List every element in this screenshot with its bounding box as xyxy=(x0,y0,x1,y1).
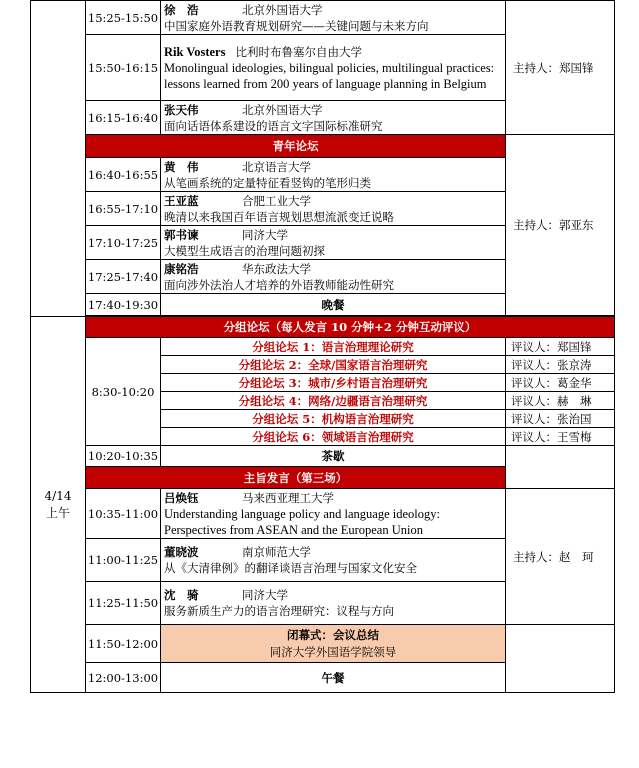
speaker-name: 康铭浩 xyxy=(164,261,199,276)
time-cell: 16:15-16:40 xyxy=(86,101,161,135)
speaker-name: 张天伟 xyxy=(164,102,199,117)
talk-cell xyxy=(161,1,506,35)
moderator-cell: 主持人：郑国锋 xyxy=(506,1,615,135)
group-forum-row xyxy=(31,338,615,356)
talk-row xyxy=(31,489,615,539)
talk-cell xyxy=(161,582,506,625)
talk-title: 晚清以来我国百年语言规划思想流派变迁说略 xyxy=(164,209,394,224)
time-cell: 10:20-10:35 xyxy=(86,446,161,467)
section-header-row xyxy=(31,135,615,158)
meal-row xyxy=(31,446,615,467)
time-cell: 17:40-19:30 xyxy=(86,294,161,316)
talk-title: 面向话语体系建设的语言文字国际标准研究 xyxy=(164,118,383,133)
speaker-affiliation: 同济大学 xyxy=(242,227,288,242)
talk-cell xyxy=(161,539,506,582)
talk-cell xyxy=(161,35,506,101)
time-cell: 11:50-12:00 xyxy=(86,625,161,663)
moderator-cell: 主持人：赵 珂 xyxy=(506,489,615,625)
speaker-affiliation: 南京师范大学 xyxy=(242,545,311,559)
period-label: 上午 xyxy=(45,505,70,520)
moderator-cell: 主持人：郭亚东 xyxy=(506,135,615,316)
speaker-affiliation: 华东政法大学 xyxy=(242,261,311,276)
empty-cell xyxy=(506,446,615,489)
speaker-name: 徐 浩 xyxy=(164,2,199,17)
section-heading: 主旨发言（第三场） xyxy=(86,467,506,489)
speaker-affiliation: 同济大学 xyxy=(242,588,288,602)
talk-title: 中国家庭外语教育规划研究——关键问题与未来方向 xyxy=(164,18,429,33)
reviewer-cell: 评议人：葛金华 xyxy=(506,374,615,392)
time-cell: 16:55-17:10 xyxy=(86,192,161,226)
speaker-name: 董晓波 xyxy=(164,545,199,559)
date-label: 4/14 xyxy=(44,488,72,503)
talk-cell xyxy=(161,489,506,539)
time-cell: 17:25-17:40 xyxy=(86,260,161,294)
group-forum-label: 分组论坛 2：全球/国家语言治理研究 xyxy=(161,356,506,374)
talk-cell xyxy=(161,260,506,294)
talk-title: 面向涉外法治人才培养的外语教师能动性研究 xyxy=(164,277,394,292)
speaker-affiliation: 北京外国语大学 xyxy=(242,2,323,17)
closing-title: 闭幕式：会议总结 xyxy=(287,627,379,642)
date-cell-day2 xyxy=(31,317,86,693)
closing-subtitle: 同济大学外国语学院领导 xyxy=(269,644,397,659)
speaker-name: Rik Vosters xyxy=(164,44,226,59)
talk-cell xyxy=(161,158,506,192)
speaker-affiliation: 比利时布鲁塞尔自由大学 xyxy=(235,44,362,59)
talk-title: Monolingual ideologies, bilingual policies, multilingual practices: lessons learned from 200 years of language planning in Belgium xyxy=(164,60,495,91)
empty-cell xyxy=(506,625,615,693)
talk-cell xyxy=(161,226,506,260)
talk-title: 服务新质生产力的语言治理研究：议程与方向 xyxy=(164,604,394,618)
section-heading: 分组论坛（每人发言 10 分钟+2 分钟互动评议） xyxy=(86,317,615,338)
schedule-table xyxy=(30,0,615,693)
time-cell: 12:00-13:00 xyxy=(86,663,161,693)
speaker-name: 郭书谏 xyxy=(164,227,199,242)
section-header-row xyxy=(31,317,615,338)
speaker-name: 王亚蓝 xyxy=(164,193,199,208)
time-cell: 8:30-10:20 xyxy=(86,338,161,446)
talk-cell xyxy=(161,192,506,226)
group-forum-label: 分组论坛 6：领域语言治理研究 xyxy=(161,428,506,446)
reviewer-cell: 评议人：张治国 xyxy=(506,410,615,428)
talk-cell xyxy=(161,101,506,135)
group-forum-label: 分组论坛 4：网络/边疆语言治理研究 xyxy=(161,392,506,410)
reviewer-cell: 评议人：王雪梅 xyxy=(506,428,615,446)
speaker-name: 沈 骑 xyxy=(164,588,199,602)
tea-label: 茶歇 xyxy=(161,446,506,467)
section-heading: 青年论坛 xyxy=(86,135,506,158)
time-cell: 15:50-16:15 xyxy=(86,35,161,101)
group-forum-label: 分组论坛 3：城市/乡村语言治理研究 xyxy=(161,374,506,392)
group-forum-label: 分组论坛 1：语言治理理论研究 xyxy=(161,338,506,356)
reviewer-cell: 评议人：赫 琳 xyxy=(506,392,615,410)
time-cell: 17:10-17:25 xyxy=(86,226,161,260)
time-cell: 16:40-16:55 xyxy=(86,158,161,192)
time-cell: 15:25-15:50 xyxy=(86,1,161,35)
talk-row xyxy=(31,1,615,35)
speaker-affiliation: 合肥工业大学 xyxy=(242,193,311,208)
lunch-label: 午餐 xyxy=(161,663,506,693)
dinner-label: 晚餐 xyxy=(161,294,506,316)
time-cell: 11:00-11:25 xyxy=(86,539,161,582)
time-cell: 10:35-11:00 xyxy=(86,489,161,539)
speaker-name: 黄 伟 xyxy=(164,159,199,174)
talk-title: 从《大清律例》的翻译谈语言治理与国家文化安全 xyxy=(164,561,417,575)
closing-row xyxy=(31,625,615,663)
closing-cell xyxy=(161,625,506,663)
speaker-affiliation: 北京语言大学 xyxy=(242,159,311,174)
talk-title: Understanding language policy and language ideology: Perspectives from ASEAN and the European Union xyxy=(164,506,440,537)
date-cell-day1 xyxy=(31,1,86,317)
speaker-affiliation: 马来西亚理工大学 xyxy=(242,490,334,505)
talk-title: 从笔画系统的定量特征看竖钩的笔形归类 xyxy=(164,175,371,190)
reviewer-cell: 评议人：郑国锋 xyxy=(506,338,615,356)
time-cell: 11:25-11:50 xyxy=(86,582,161,625)
reviewer-cell: 评议人：张京涛 xyxy=(506,356,615,374)
speaker-name: 吕焕钰 xyxy=(164,490,199,505)
speaker-affiliation: 北京外国语大学 xyxy=(242,102,323,117)
talk-title: 大模型生成语言的治理问题初探 xyxy=(164,243,325,258)
group-forum-label: 分组论坛 5：机构语言治理研究 xyxy=(161,410,506,428)
